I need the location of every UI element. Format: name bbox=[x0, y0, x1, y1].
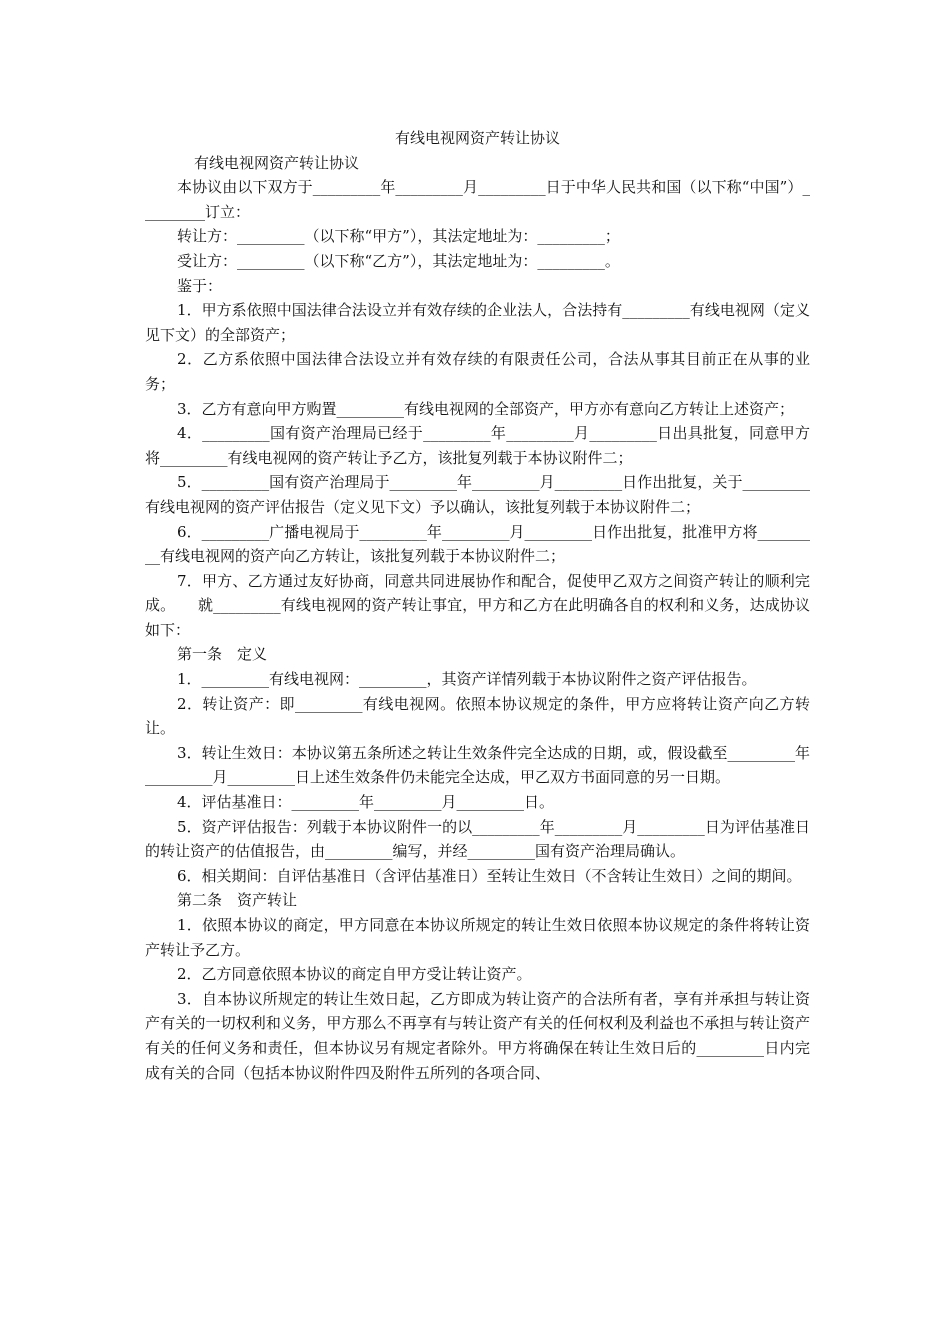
paragraph-clause: 1．依照本协议的商定，甲方同意在本协议所规定的转让生效日依照本协议规定的条件将转让资产转让予乙方。 bbox=[145, 916, 810, 959]
paragraph-definition: 2．转让资产：即_________有线电视网。依照本协议规定的条件，甲方应将转让资产向乙方转让。 bbox=[145, 694, 810, 738]
document-subtitle: 有线电视网资产转让协议 bbox=[194, 153, 360, 172]
paragraph-recital: 4．_________国有资产治理局已经于_________年_________月_________日出具批复，同意甲方将_________有线电视网的资产转让予乙方，该批复列载于本协议附件二； bbox=[145, 424, 810, 467]
paragraph-definition: 3．转让生效日：本协议第五条所述之转让生效条件完全达成的日期，或，假设截至_________年_________月_________日上述生效条件仍未能完全达成，甲乙双方书面同意的另一日期。 bbox=[145, 743, 810, 787]
paragraph-clause: 2．乙方同意依照本协议的商定自甲方受让转让资产。 bbox=[177, 965, 532, 984]
paragraph-recital: 6．_________广播电视局于_________年_________月_________日作出批复，批准甲方将_________有线电视网的资产向乙方转让，该批复列载于本协议附件二； bbox=[145, 522, 810, 566]
paragraph-definition: 5．资产评估报告：列载于本协议附件一的以_________年_________月_________日为评估基准日的转让资产的估值报告，由_________编写，并经_________国有资产治理局确认。 bbox=[145, 817, 810, 861]
paragraph-recital: 5．_________国有资产治理局于_________年_________月_________日作出批复，关于_________有线电视网的资产评估报告（定义见下文）予以确认，该批复列载于本协议附件二； bbox=[145, 473, 810, 516]
paragraph-recital: 2．乙方系依照中国法律合法设立并有效存续的有限责任公司，合法从事其目前正在从事的业务； bbox=[145, 350, 810, 393]
paragraph-whereas: 鉴于： bbox=[177, 276, 223, 295]
document-page bbox=[145, 126, 810, 1085]
paragraph-transferor: 转让方：_________（以下称“甲方”），其法定地址为：_________； bbox=[177, 227, 620, 246]
paragraph-clause: 3．自本协议所规定的转让生效日起，乙方即成为转让资产的合法所有者，享有并承担与转让资产有关的一切权利和义务，甲方那么不再享有与转让资产有关的任何权利及利益也不承担与转让资产有关的任何义务和责任，但本协议另有规定者除外。甲方将确保在转让生效日后的_________日内完成有关的合同（包括本协议附件四及附件五所列的各项合同、 bbox=[145, 989, 810, 1082]
paragraph-definition: 6．相关期间：自评估基准日（含评估基准日）至转让生效日（不含转让生效日）之间的期间。 bbox=[177, 866, 802, 885]
document-title: 有线电视网资产转让协议 bbox=[394, 129, 560, 147]
paragraph-recital: 3．乙方有意向甲方购置_________有线电视网的全部资产，甲方亦有意向乙方转让上述资产； bbox=[177, 399, 795, 418]
paragraph-transferee: 受让方：_________（以下称“乙方”），其法定地址为：_________。 bbox=[177, 251, 620, 270]
article-heading: 第二条 资产转让 bbox=[177, 891, 298, 910]
article-heading: 第一条 定义 bbox=[177, 645, 268, 664]
paragraph-preamble: 本协议由以下双方于_________年_________月_________日于中华人民共和国（以下称“中国”）_________订立： bbox=[145, 178, 810, 221]
paragraph-definition: 4．评估基准日：_________年_________月_________日。 bbox=[177, 793, 555, 812]
paragraph-recital: 1．甲方系依照中国法律合法设立并有效存续的企业法人，合法持有_________有线电视网（定义见下文）的全部资产； bbox=[145, 301, 810, 344]
paragraph-recital: 7．甲方、乙方通过友好协商，同意共同进展协作和配合，促使甲乙双方之间资产转让的顺利完成。 就_________有线电视网的资产转让事宜，甲方和乙方在此明确各自的权利和义务，达成协议如下： bbox=[145, 571, 810, 639]
paragraph-definition: 1．_________有线电视网：_________，其资产详情列载于本协议附件之资产评估报告。 bbox=[177, 670, 757, 689]
